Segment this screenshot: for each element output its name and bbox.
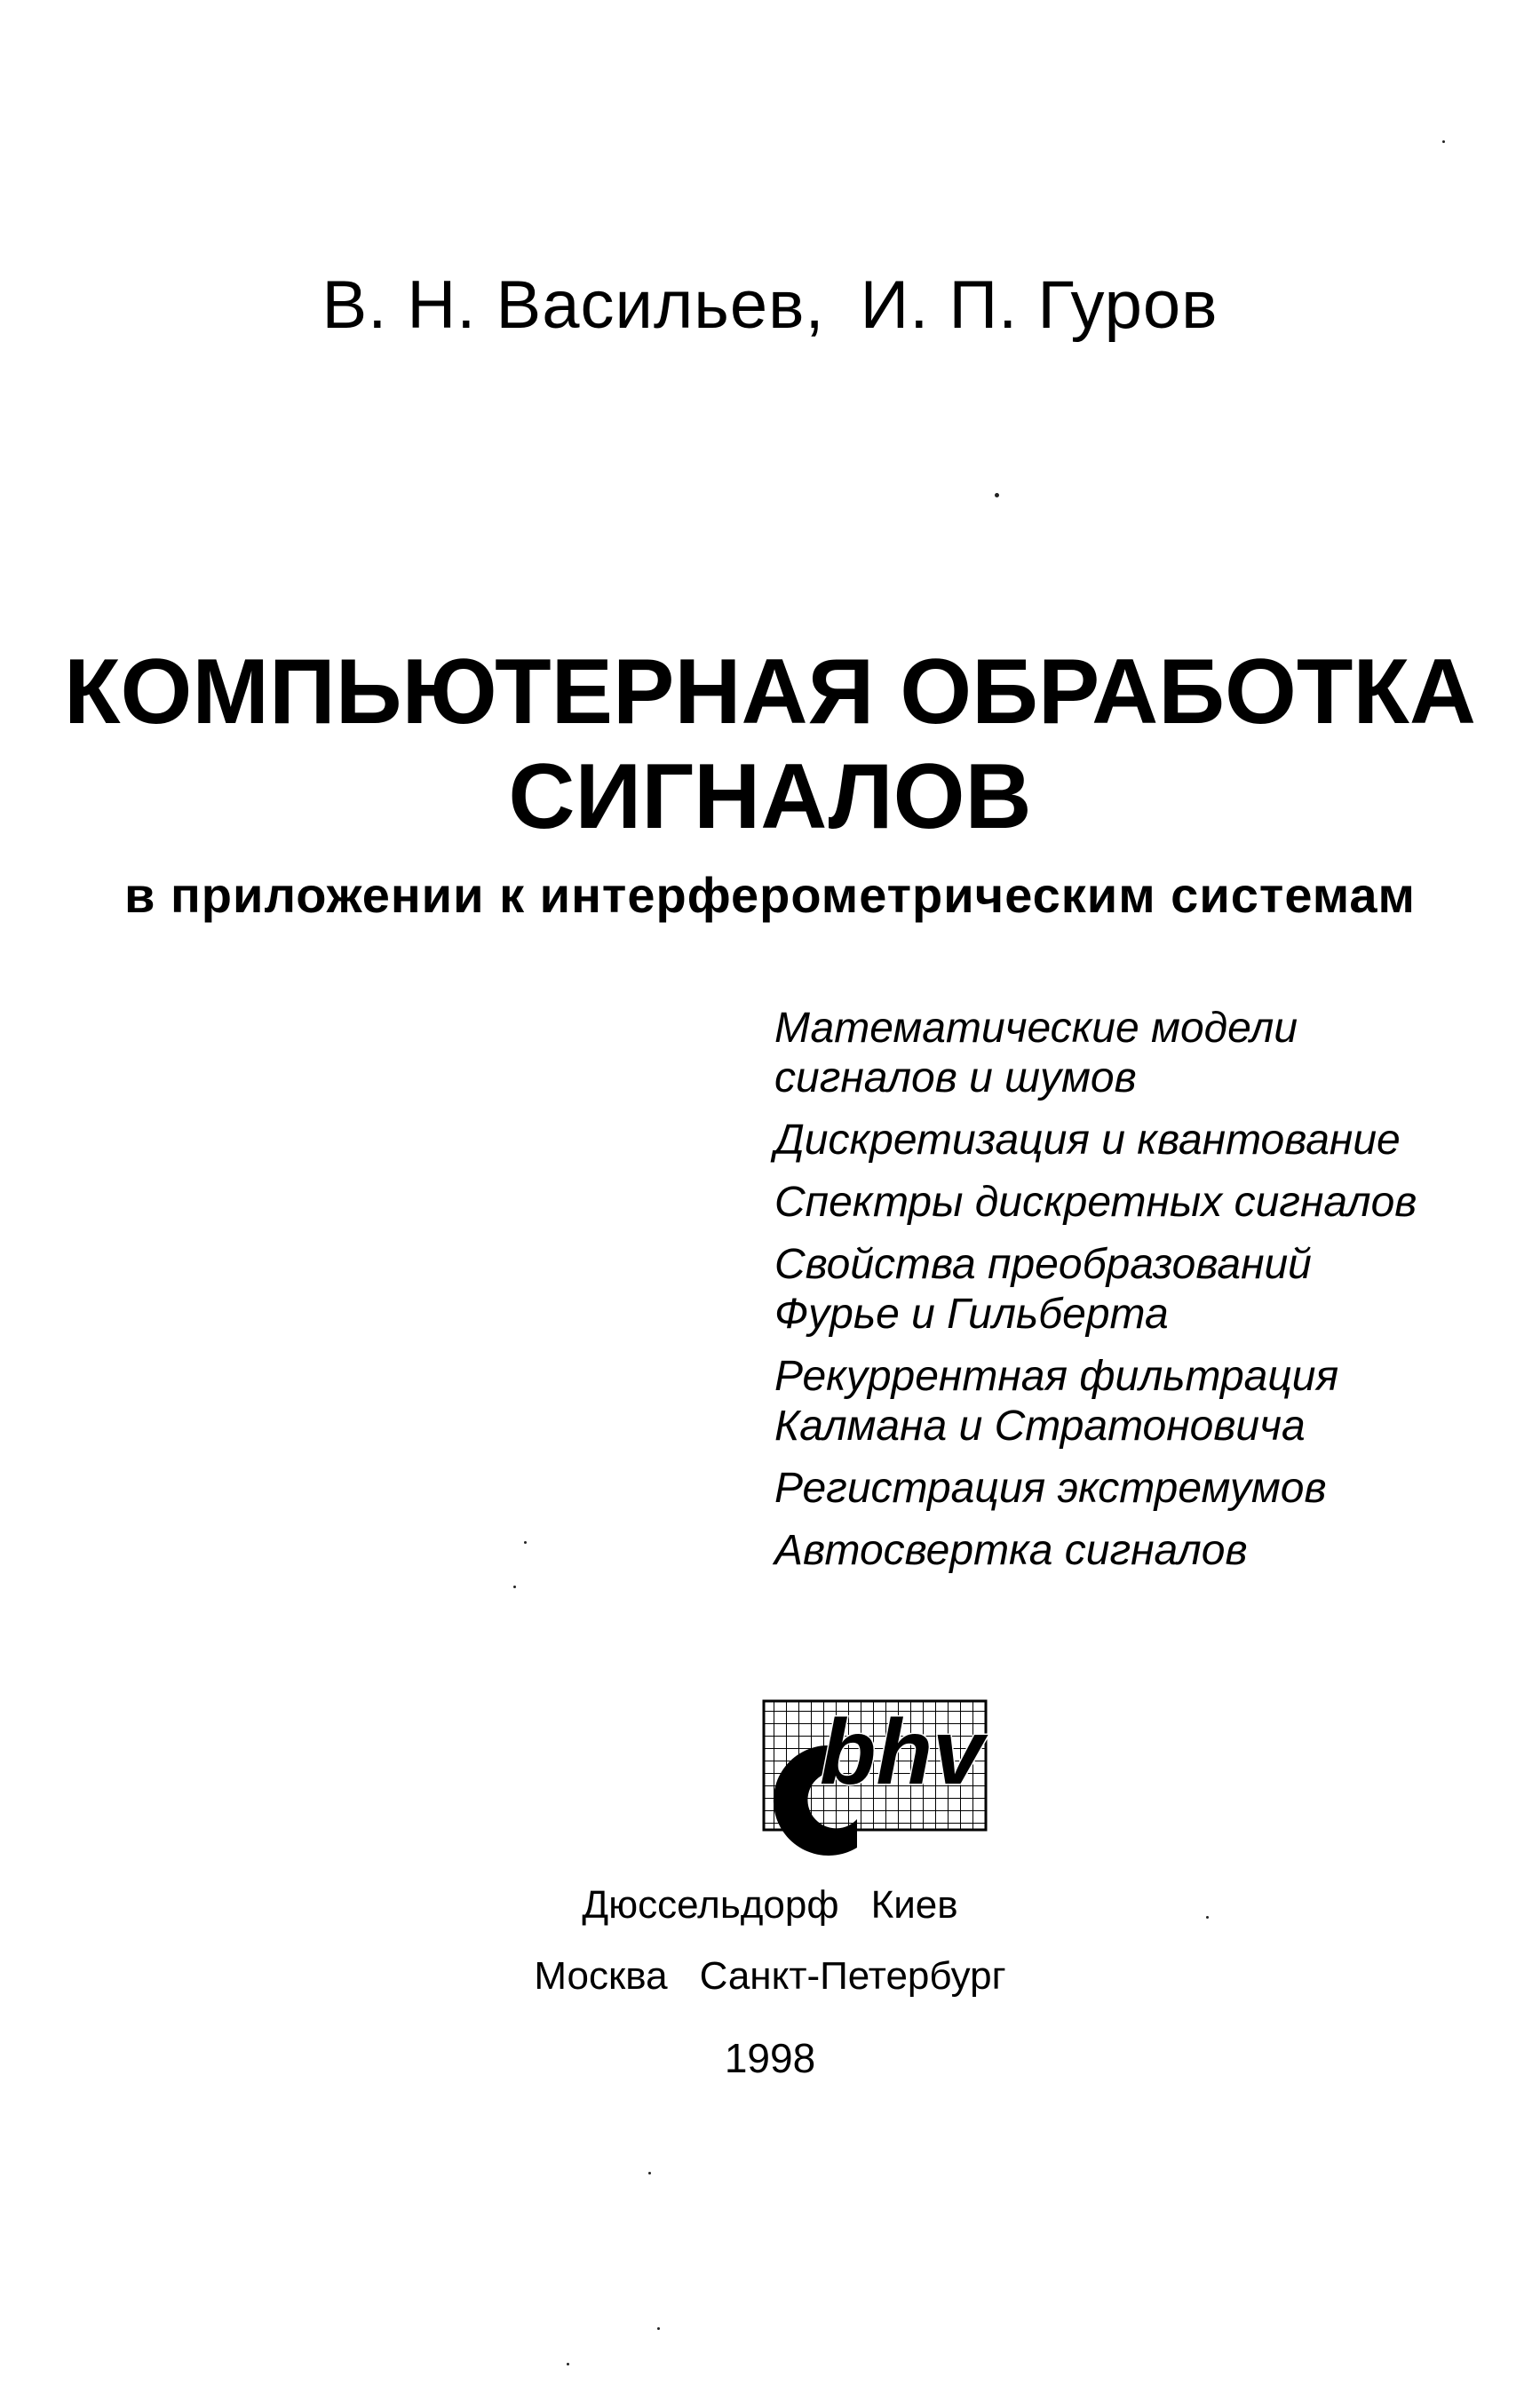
topic-item [774, 1526, 1503, 1576]
author-1: В. Н. Васильев, [321, 267, 825, 343]
topic-item [774, 1240, 1503, 1340]
cities-line-2 [0, 1954, 1540, 1999]
topic-line: Спектры дискретных сигналов [774, 1179, 1417, 1226]
topics-list [774, 1004, 1503, 1588]
scan-speck [567, 2363, 569, 2365]
topic-line: Калмана и Стратоновича [774, 1403, 1306, 1450]
topic-line: Регистрация экстремумов [774, 1465, 1327, 1512]
city: Санкт-Петербург [699, 1954, 1006, 1998]
city: Москва [534, 1954, 668, 1998]
topic-line: Автосвертка сигналов [774, 1527, 1248, 1574]
topic-item [774, 1352, 1503, 1451]
book-title-line-1: КОМПЬЮТЕРНАЯ ОБРАБОТКА [63, 640, 1476, 743]
city: Киев [870, 1883, 958, 1927]
authors [0, 266, 1540, 344]
topic-line: Рекуррентная фильтрация [774, 1353, 1339, 1400]
topic-line: Дискретизация и квантование [774, 1117, 1401, 1164]
publication-year: 1998 [724, 2035, 816, 2081]
scan-speck [648, 2172, 651, 2174]
book-title-line-2: СИГНАЛОВ [508, 745, 1032, 848]
scan-speck [524, 1541, 527, 1544]
topic-line: сигналов и шумов [774, 1054, 1137, 1101]
topic-item [774, 1004, 1503, 1103]
cities-line-1 [0, 1883, 1540, 1928]
scan-speck [513, 1586, 516, 1588]
city: Дюссельдорф [582, 1883, 839, 1927]
topic-item [774, 1464, 1503, 1514]
bhv-logo-text: bhv [820, 1701, 984, 1804]
book-title [0, 640, 1540, 849]
scan-speck [657, 2327, 660, 2330]
scan-speck [995, 493, 999, 497]
topic-item [774, 1178, 1503, 1228]
topic-line: Математические модели [774, 1005, 1298, 1052]
topic-line: Фурье и Гильберта [774, 1291, 1169, 1338]
book-subtitle: в приложении к интерферометрическим системам [124, 867, 1416, 923]
author-2: И. П. Гуров [860, 267, 1219, 343]
topic-item [774, 1116, 1503, 1165]
scan-speck [1206, 1916, 1209, 1919]
topic-line: Свойства преобразований [774, 1241, 1312, 1288]
bhv-logo [724, 1661, 990, 1874]
scan-speck [1442, 140, 1445, 143]
